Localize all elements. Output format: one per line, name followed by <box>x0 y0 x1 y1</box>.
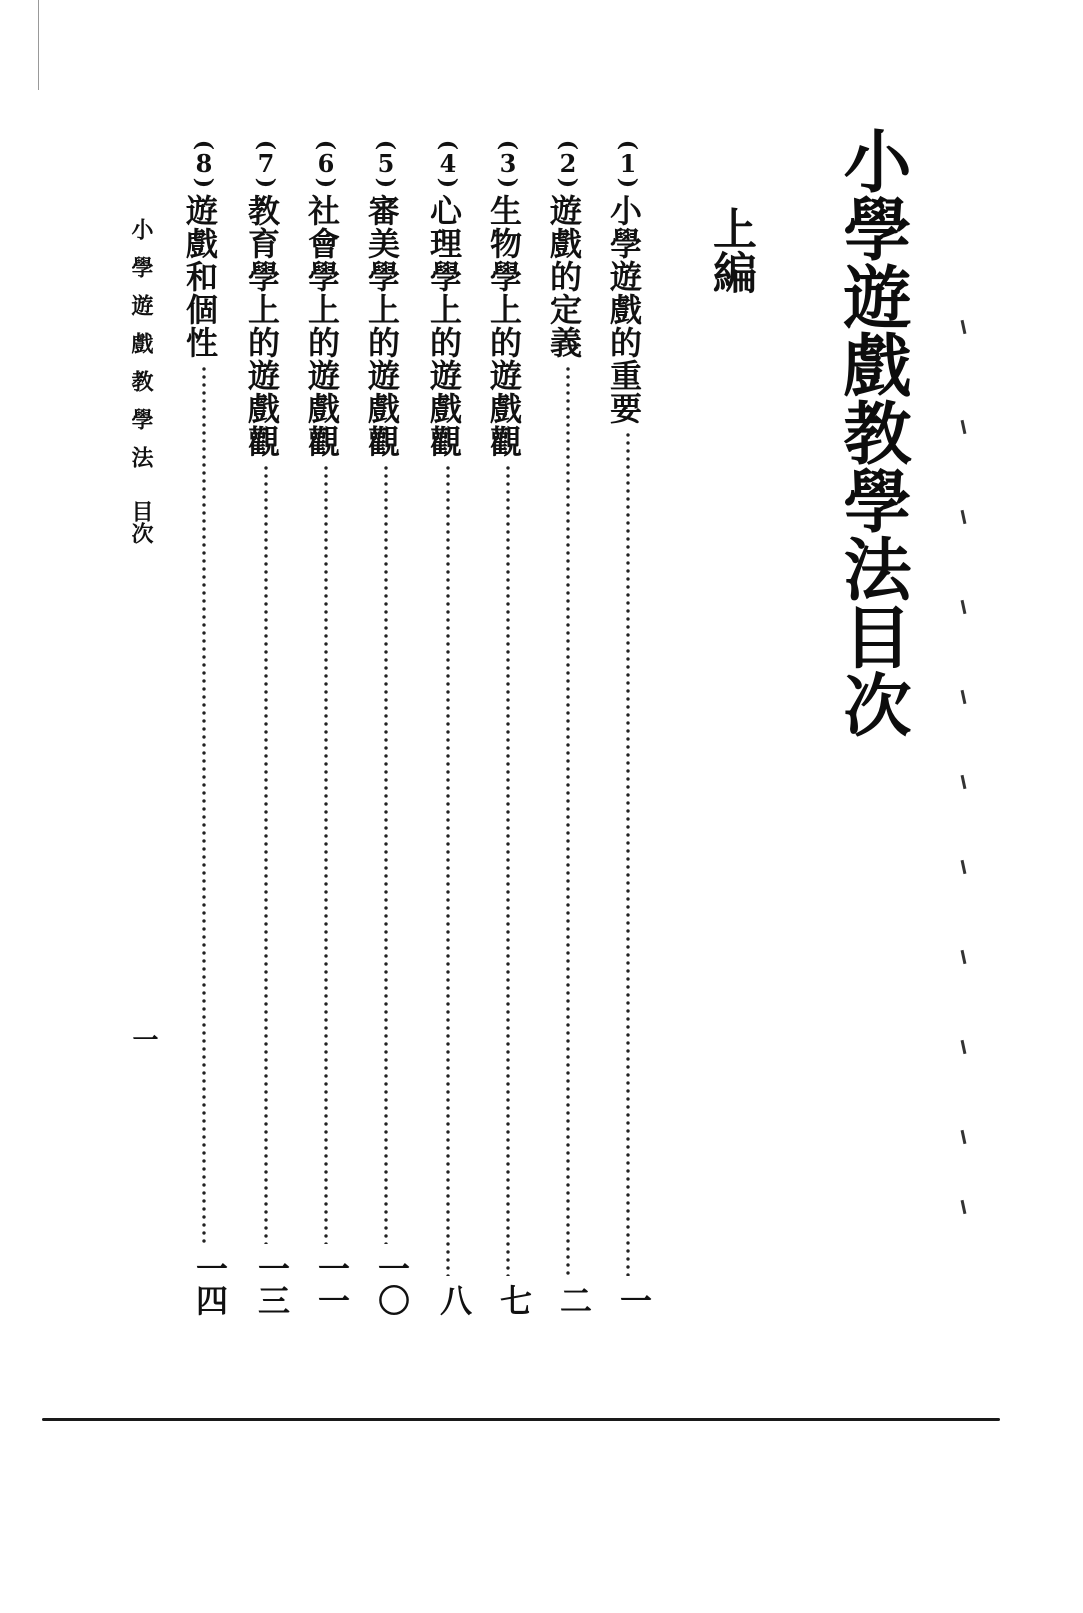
toc-entry-number: ( 1 ) <box>614 139 641 189</box>
toc-entry-page: 一一 <box>313 1252 351 1316</box>
part-heading: 上編 <box>705 206 756 294</box>
toc-entry-number: ( 3 ) <box>494 139 521 189</box>
toc-entry-title: 社會學上的遊戲觀 <box>303 194 341 458</box>
binding-marks <box>956 320 986 1250</box>
binding-mark <box>961 320 967 334</box>
bottom-rule <box>42 1418 1000 1421</box>
dot-leader <box>383 464 389 1244</box>
scan-edge-line <box>38 0 39 90</box>
toc-entry-number: ( 7 ) <box>252 139 279 189</box>
toc-entry-3[interactable] <box>485 136 533 1316</box>
binding-mark <box>961 775 967 789</box>
toc-entry-page: 一〇 <box>373 1252 411 1316</box>
toc-entry-number: ( 4 ) <box>434 139 461 189</box>
toc-entry-title: 教育學上的遊戲觀 <box>243 194 281 458</box>
toc-entry-1[interactable] <box>605 136 653 1316</box>
toc-entry-number: ( 6 ) <box>312 139 339 189</box>
toc-entry-page: 一四 <box>191 1252 229 1316</box>
dot-leader <box>263 464 269 1244</box>
toc-entry-6[interactable] <box>303 136 351 1316</box>
toc-entry-title: 遊戲的定義 <box>545 194 583 359</box>
running-head-title: 小學遊戲教學法 <box>128 218 154 484</box>
toc-entry-title: 小學遊戲的重要 <box>605 194 643 425</box>
page-folio: 一 <box>128 1026 158 1052</box>
dot-leader <box>201 365 207 1244</box>
running-head-section: 目次 <box>128 500 154 544</box>
toc-entry-4[interactable] <box>425 136 473 1316</box>
toc-entry-number: ( 2 ) <box>554 139 581 189</box>
binding-mark <box>961 510 967 524</box>
binding-mark <box>961 860 967 874</box>
binding-mark <box>961 420 967 434</box>
binding-mark <box>961 1040 967 1054</box>
dot-leader <box>505 464 511 1276</box>
toc-entry-7[interactable] <box>243 136 291 1316</box>
toc-entry-8[interactable] <box>181 136 229 1316</box>
toc-entry-page: 八 <box>435 1284 473 1316</box>
toc-entry-5[interactable] <box>363 136 411 1316</box>
binding-mark <box>961 1130 967 1144</box>
toc-entry-page: 一 <box>615 1284 653 1316</box>
toc-entry-page: 二 <box>555 1284 593 1316</box>
toc-entry-title: 審美學上的遊戲觀 <box>363 194 401 458</box>
toc-entry-page: 一三 <box>253 1252 291 1316</box>
toc-entry-title: 生物學上的遊戲觀 <box>485 194 523 458</box>
binding-mark <box>961 1200 967 1214</box>
book-title: 小學遊戲教學法目次 <box>832 126 912 738</box>
toc-entry-title: 心理學上的遊戲觀 <box>425 194 463 458</box>
dot-leader <box>323 464 329 1244</box>
dot-leader <box>565 365 571 1276</box>
toc-entry-page: 七 <box>495 1284 533 1316</box>
binding-mark <box>961 690 967 704</box>
dot-leader <box>625 431 631 1276</box>
binding-mark <box>961 600 967 614</box>
binding-mark <box>961 950 967 964</box>
toc-entry-number: ( 5 ) <box>372 139 399 189</box>
dot-leader <box>445 464 451 1276</box>
toc-entry-2[interactable] <box>545 136 593 1316</box>
toc-entry-number: ( 8 ) <box>190 139 217 189</box>
toc-entry-title: 遊戲和個性 <box>181 194 219 359</box>
